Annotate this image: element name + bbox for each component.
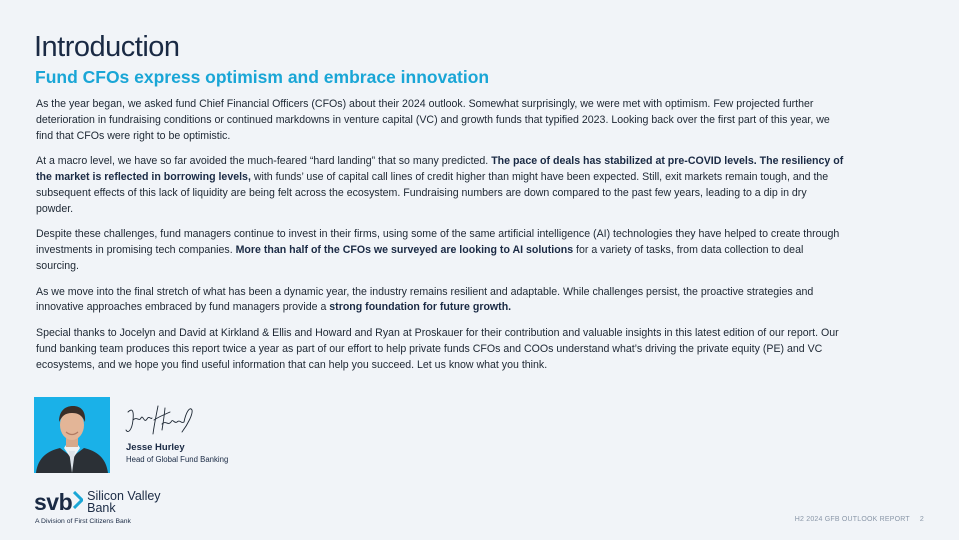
text-run: As we move into the final stretch of what has been a dynamic year, the industry remains resilient and adaptable. While challenges persist, the proactive strategies and innovative approaches embraced by fund managers provide a	[36, 285, 814, 314]
logo-division: A Division of First Citizens Bank	[35, 518, 131, 525]
text-run: Special thanks to Jocelyn and David at Kirkland & Ellis and Howard and Ryan at Proskauer for their contribution and valuable insights in this latest edition of our report. Our fund banking team produces this report twice a year as part of our effort to help private funds CFOs and COOs understand what’s driving the private equity (PE) and VC ecosystems, and we hope you find useful information that can help you succeed. Let us know what you think.	[36, 326, 839, 371]
highlight-text: strong foundation for future growth.	[329, 301, 512, 314]
logo-name-line2: Bank	[87, 501, 116, 515]
page-subtitle: Fund CFOs express optimism and embrace innovation	[35, 67, 490, 87]
signer-title: Head of Global Fund Banking	[126, 455, 229, 464]
page-title: Introduction	[34, 31, 180, 63]
paragraph-1	[36, 97, 844, 145]
logo-mark: svb	[34, 489, 73, 515]
signer-photo	[34, 397, 110, 473]
paragraph-4	[36, 285, 844, 317]
chevron-right-icon	[73, 491, 83, 514]
paragraph-3	[36, 227, 844, 275]
text-run: with funds’ use of capital call lines of credit higher than might have been expected. Still, exit markets remain tough, and the subsequent effects of this lack of liquidity are being felt across the ecosystem. Fundraising numbers are down compared to the past few years, leading to a dip in dry powder.	[36, 171, 829, 215]
logo-name-line1: Silicon Valley	[87, 489, 161, 503]
paragraph-2	[36, 154, 844, 218]
logo-name	[87, 490, 177, 514]
page-number: 2	[919, 516, 924, 523]
footer	[785, 516, 924, 523]
signature	[124, 402, 196, 438]
intro-body	[36, 97, 844, 383]
text-run: At a macro level, we have so far avoided the much-feared “hard landing” that so many predicted.	[36, 155, 492, 168]
highlight-text: More than half of the CFOs we surveyed are looking to AI solutions	[235, 244, 574, 257]
svb-logo	[34, 490, 177, 514]
highlight-text: The pace of deals has stabilized at pre-COVID levels. The resiliency of the market is reflected in borrowing levels,	[36, 155, 844, 184]
text-run: for a variety of tasks, from data collection to deal sourcing.	[36, 244, 804, 273]
text-run: As the year began, we asked fund Chief Financial Officers (CFOs) about their 2024 outlook. Somewhat surprisingly, we were met with optimism. Few projected further deterioration in fundraising conditions or continued markdowns in venture capital (VC) and growth funds that typified 2023. Looking back over the first part of this year, we find that CFOs were right to be optimistic.	[36, 98, 830, 142]
report-title: H2 2024 GFB OUTLOOK REPORT	[794, 516, 910, 523]
signer-name: Jesse Hurley	[126, 442, 185, 453]
text-run: Despite these challenges, fund managers continue to invest in their firms, using some of the same artificial intelligence (AI) technologies they have helped to create through investments in promising tech companies.	[36, 228, 840, 257]
paragraph-5	[36, 326, 844, 374]
